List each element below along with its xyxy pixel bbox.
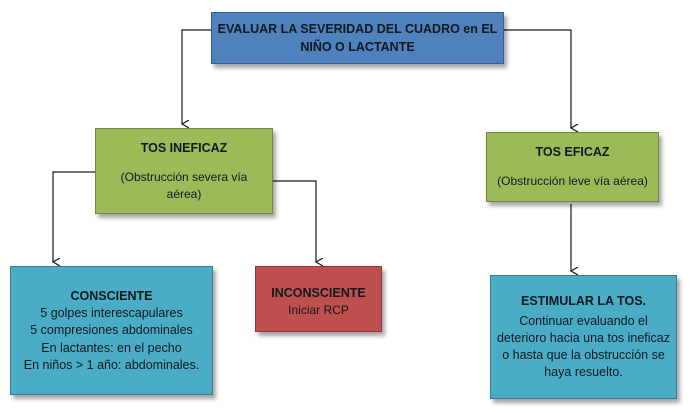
stimulate-cough-line: haya resuelto. bbox=[544, 365, 623, 380]
unconscious-box bbox=[255, 266, 382, 332]
ineffective-cough-description-line1: (Obstrucción severa vía bbox=[120, 169, 248, 184]
unconscious-title: INCONSCIENTE bbox=[271, 286, 366, 300]
root-title-line1: EVALUAR LA SEVERIDAD DEL CUADRO en EL bbox=[217, 21, 498, 36]
stimulate-cough-title: ESTIMULAR LA TOS. bbox=[521, 294, 646, 309]
conscious-step: 5 compresiones abdominales bbox=[30, 323, 193, 338]
stimulate-cough-line: o hasta que la obstrucción se bbox=[502, 348, 665, 363]
conscious-title: CONSCIENTE bbox=[70, 288, 153, 303]
conscious-box bbox=[10, 266, 213, 395]
connector-ineffective-to-conscious bbox=[53, 172, 95, 262]
conscious-steps-list bbox=[24, 305, 199, 374]
conscious-step: En lactantes: en el pecho bbox=[41, 340, 182, 355]
unconscious-action: Iniciar RCP bbox=[288, 303, 349, 318]
ineffective-cough-box bbox=[95, 128, 273, 214]
stimulate-cough-line: Continuar evaluando el bbox=[519, 313, 648, 328]
root-box bbox=[211, 12, 504, 64]
effective-cough-description: (Obstrucción leve vía aérea) bbox=[497, 174, 648, 189]
root-title-line2: NIÑO O LACTANTE bbox=[300, 40, 415, 54]
ineffective-cough-title: TOS INEFICAZ bbox=[140, 140, 228, 155]
effective-cough-box bbox=[486, 132, 659, 202]
connector-ineffective-to-unconscious bbox=[273, 181, 316, 262]
connector-root-to-effective bbox=[504, 30, 571, 128]
connector-root-to-ineffective bbox=[182, 30, 211, 124]
conscious-step: 5 golpes interescapulares bbox=[40, 306, 183, 321]
effective-cough-title: TOS EFICAZ bbox=[535, 145, 610, 160]
stimulate-cough-line: deterioro hacia una tos ineficaz bbox=[496, 330, 671, 345]
ineffective-cough-description-line2: aérea) bbox=[166, 187, 202, 202]
stimulate-cough-text bbox=[497, 313, 670, 382]
stimulate-cough-box bbox=[490, 275, 677, 399]
conscious-step: En niños > 1 año: abdominales. bbox=[23, 357, 200, 372]
